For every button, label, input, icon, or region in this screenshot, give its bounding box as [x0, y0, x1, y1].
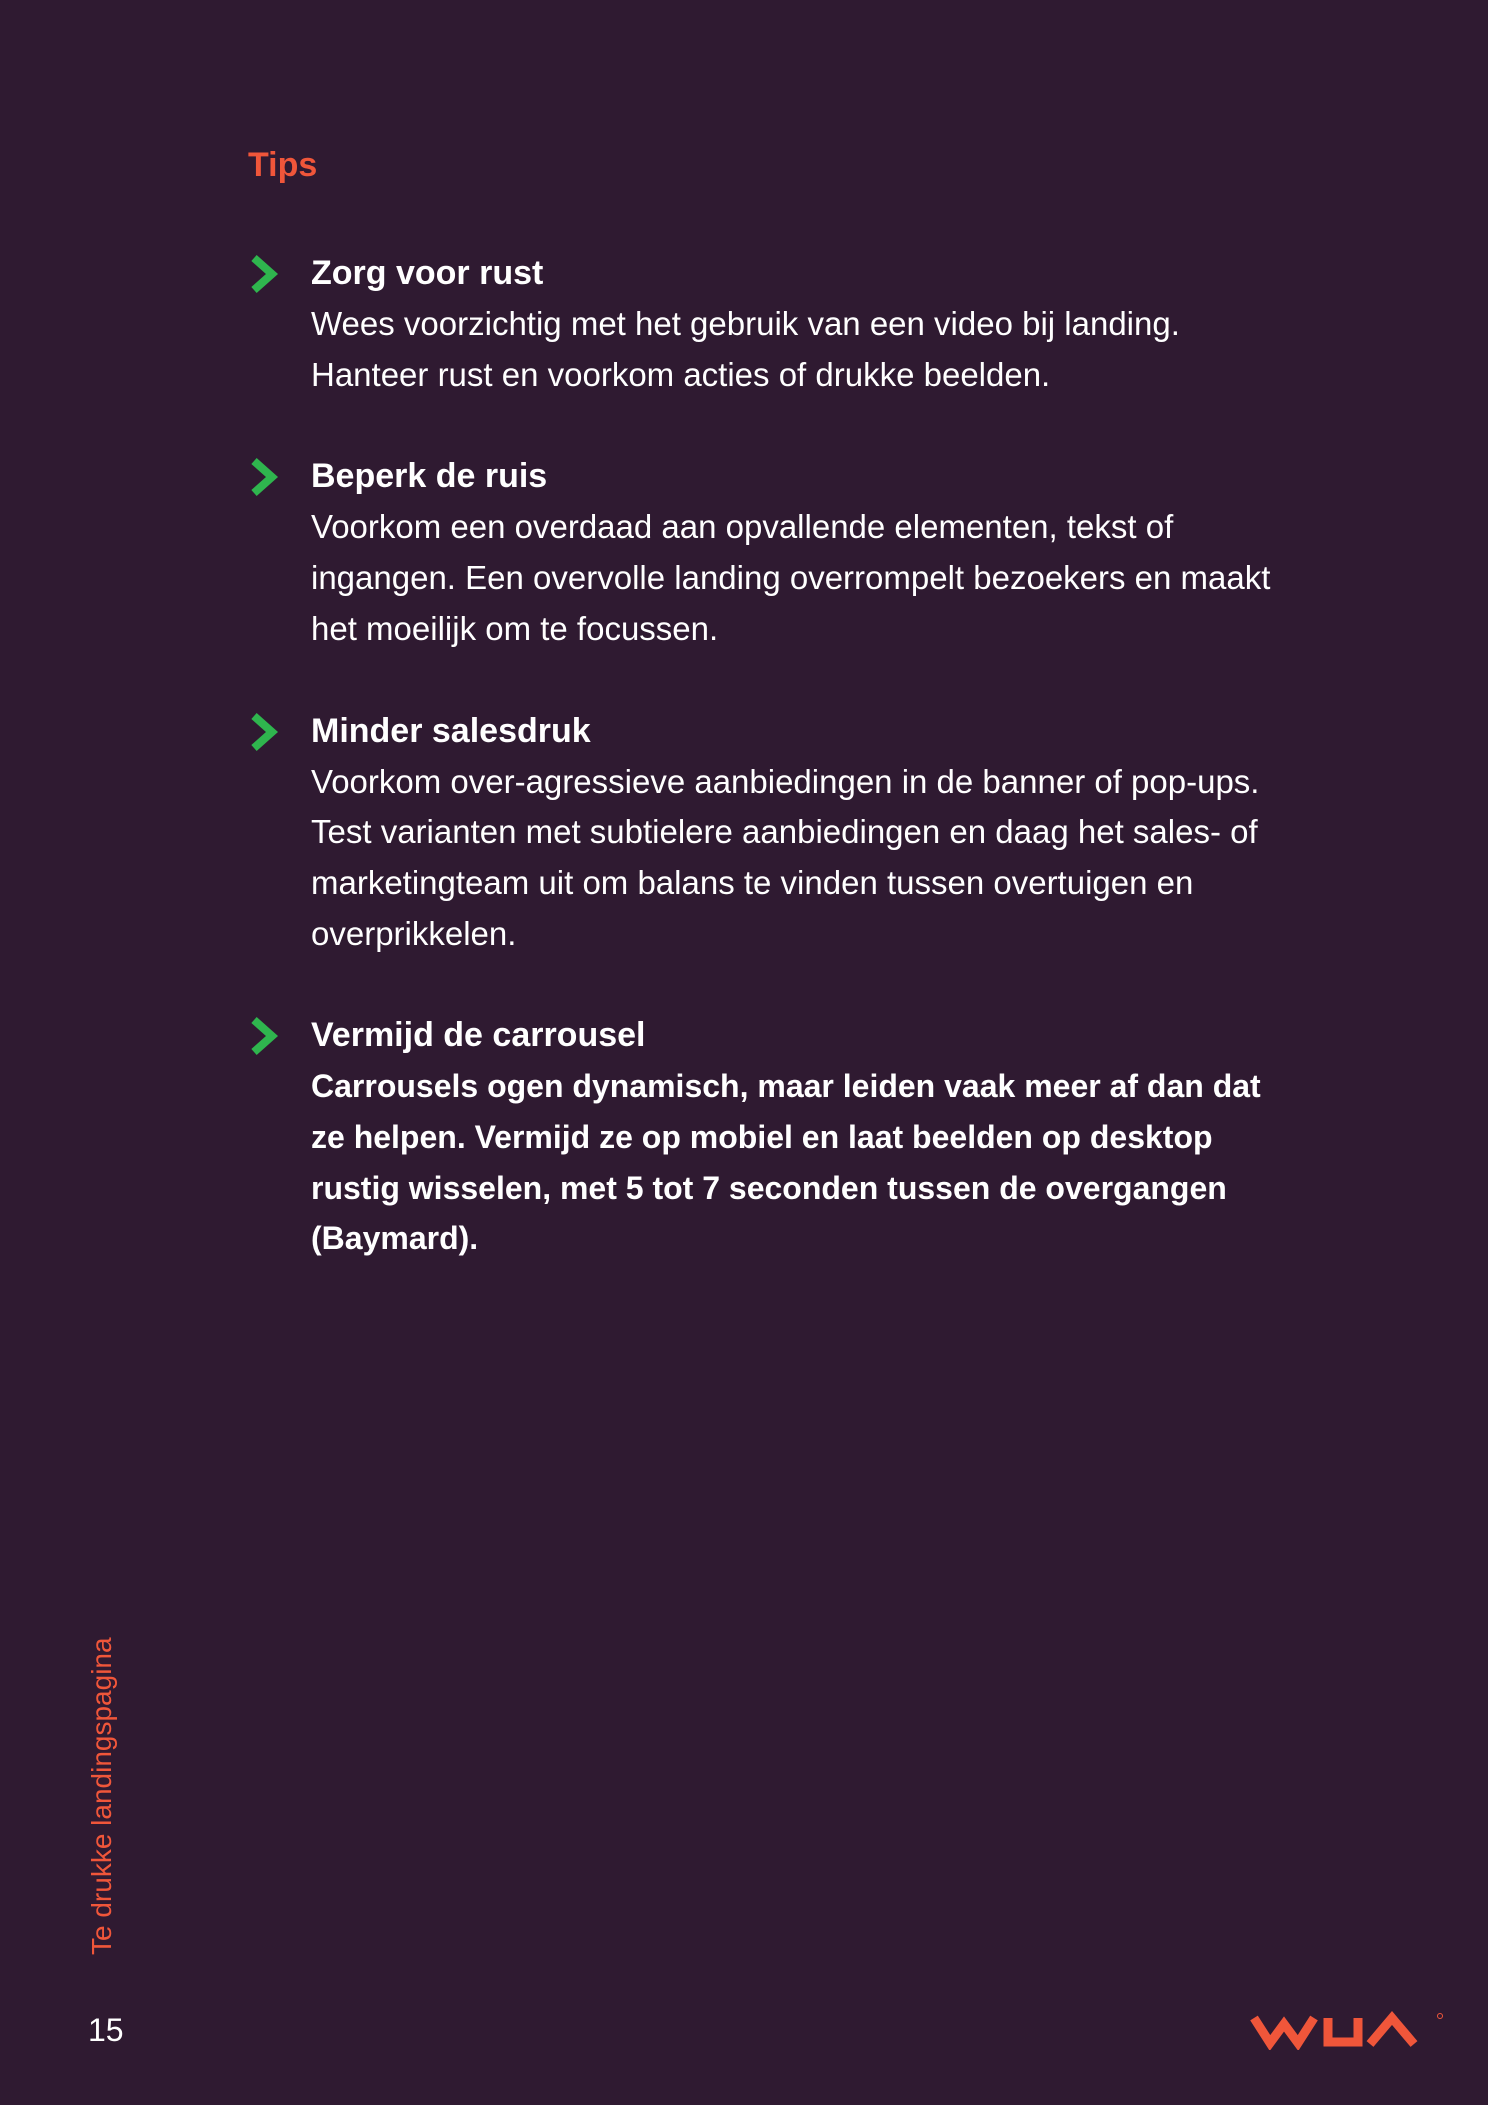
tip-body: Voorkom een overdaad aan opvallende elementen, tekst of ingangen. Een overvolle landing overrompelt bezoekers en maakt het moeilijk om te focussen.: [311, 508, 1271, 647]
running-section-label: Te drukke landingspagina: [86, 1637, 117, 1955]
tip-body: Carrousels ogen dynamisch, maar leiden vaak meer af dan dat ze helpen. Vermijd ze op mobiel en laat beelden op desktop rustig wisselen, met 5 tot 7 seconden tussen de overgangen (Baymard).: [311, 1068, 1261, 1257]
wua-logo: [1250, 2010, 1448, 2050]
chevron-right-icon: [248, 712, 280, 752]
tip-title: Zorg voor rust: [311, 254, 544, 292]
chevron-right-icon: [248, 1016, 280, 1056]
tip-item: [248, 248, 1358, 400]
tip-title: Minder salesdruk: [311, 711, 591, 750]
chevron-right-icon: [248, 457, 280, 497]
page-number: 15: [88, 2012, 124, 2048]
tips-list: [248, 248, 1358, 1315]
chevron-right-icon: [248, 254, 280, 294]
tip-title: Beperk de ruis: [311, 457, 548, 496]
tip-item: [248, 451, 1358, 654]
tip-body: Voorkom over-agressieve aanbiedingen in de banner of pop-ups. Test varianten met subtielere aanbiedingen en daag het sales- of marketingteam uit om balans te vinden tussen overtuigen en overprikkelen.: [311, 762, 1260, 952]
tip-body: Wees voorzichtig met het gebruik van een video bij landing. Hanteer rust en voorkom acties of drukke beelden.: [311, 305, 1180, 393]
tip-title: Vermijd de carrousel: [311, 1016, 646, 1055]
tip-item: [248, 706, 1358, 960]
section-heading: Tips: [248, 146, 318, 184]
tip-item: [248, 1010, 1358, 1264]
